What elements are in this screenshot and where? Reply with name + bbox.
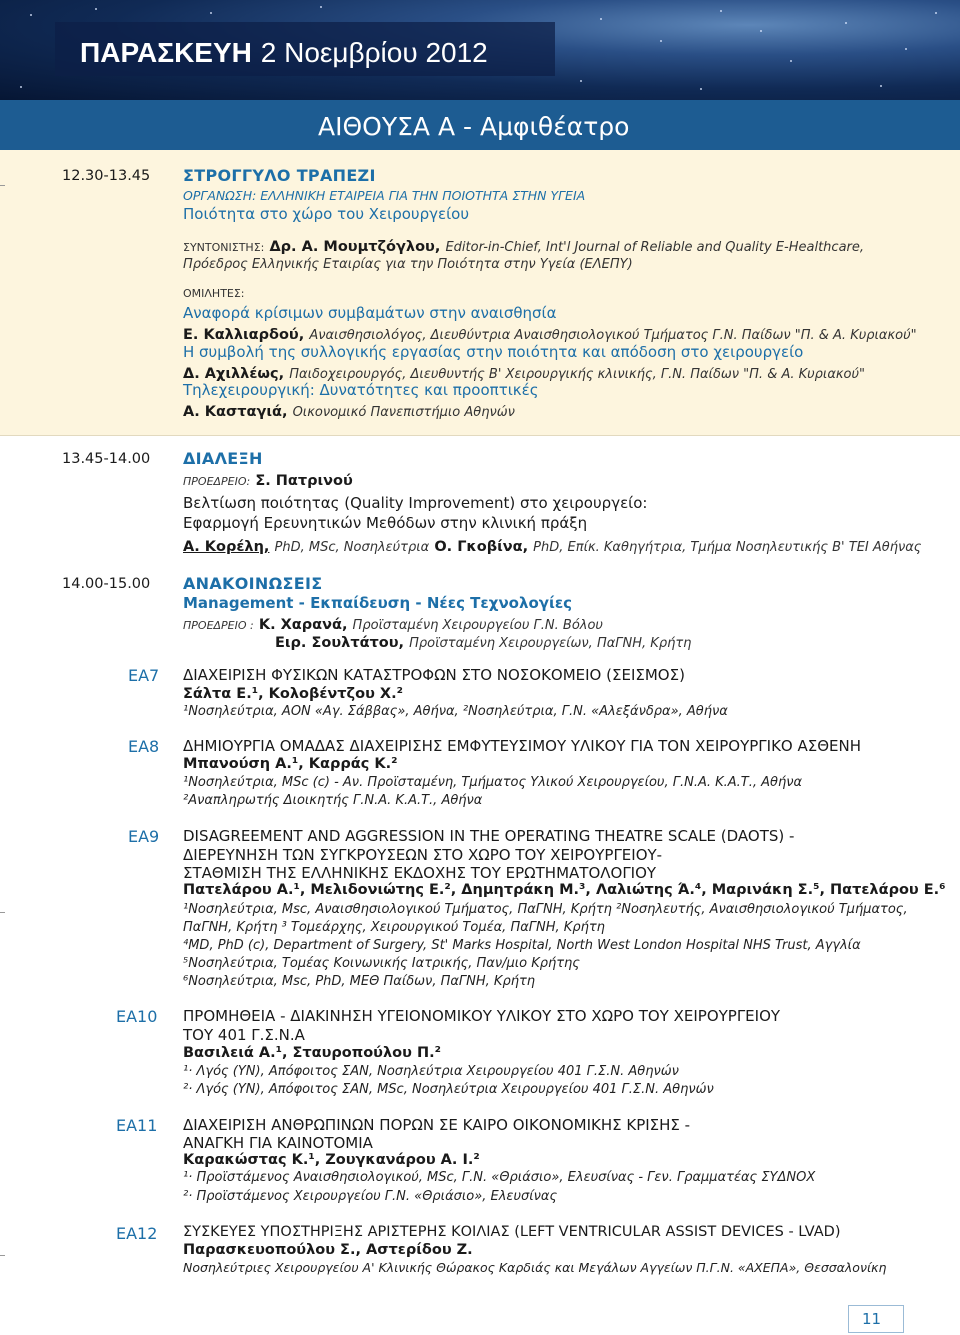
session-subtitle: Management - Εκπαίδευση - Νέες Τεχνολογίες bbox=[183, 594, 573, 612]
session-time: 12.30-13.45 bbox=[62, 168, 151, 184]
hall-title: ΑΙΘΟΥΣΑ Α - Αμφιθέατρο bbox=[318, 112, 630, 141]
chair-name-2: Ειρ. Σουλτάτου, bbox=[275, 635, 405, 651]
chair-name: Κ. Χαρανά, bbox=[258, 617, 348, 633]
abstract-title: DISAGREEMENT AND AGGRESSION IN THE OPERATING THEATRE SCALE (DAOTS) - bbox=[183, 827, 795, 845]
abstract-affiliation-2: ²· Προϊστάμενος Χειρουργείου Γ.Ν. «Θριάσιο», Ελευσίνας bbox=[183, 1189, 558, 1204]
speaker-name: Α. Κασταγιά, bbox=[183, 404, 288, 420]
chair-line bbox=[183, 614, 603, 633]
session-title: ΑΝΑΚΟΙΝΩΣΕΙΣ bbox=[183, 574, 323, 593]
abstract-code: ΕΑ11 bbox=[116, 1116, 158, 1135]
chair-line bbox=[183, 470, 353, 489]
abstract-authors: Βασιλειά Α.¹, Σταυροπούλου Π.² bbox=[183, 1045, 441, 1061]
chair-label: ΠΡΟΕΔΡΕΙΟ: bbox=[183, 475, 251, 488]
session-topic: Ποιότητα στο χώρο του Χειρουργείου bbox=[183, 205, 470, 223]
chair-name: Σ. Πατρινού bbox=[255, 473, 353, 489]
session-title: ΔΙΑΛΕΞΗ bbox=[183, 449, 263, 468]
chair-role: Προϊσταμένη Χειρουργείου Γ.Ν. Βόλου bbox=[352, 618, 603, 633]
speaker-role: Παιδοχειρουργός, Διευθυντής Β' Χειρουργικής κλινικής, Γ.Ν. Παίδων "Π. & Α. Κυριακού" bbox=[289, 367, 866, 382]
speaker-name: Ε. Καλλιαρδού, bbox=[183, 327, 305, 343]
coordinator-name: Δρ. Α. Μουμτζόγλου, bbox=[269, 239, 441, 255]
abstract-affiliation-2: ²Αναπληρωτής Διοικητής Γ.Ν.Α. Κ.Α.Τ., Αθήνα bbox=[183, 793, 483, 808]
organizer: ΟΡΓΑΝΩΣΗ: ΕΛΛΗΝΙΚΗ ΕΤΑΙΡΕΙΑ ΓΙΑ ΤΗΝ ΠΟΙΟΤΗΤΑ ΣΤΗΝ ΥΓΕΙΑ bbox=[183, 188, 586, 203]
abstract-title: ΔΙΑΧΕΙΡΙΣΗ ΦΥΣΙΚΩΝ ΚΑΤΑΣΤΡΟΦΩΝ ΣΤΟ ΝΟΣΟΚΟΜΕΙΟ (ΣΕΙΣΜΟΣ) bbox=[183, 666, 685, 684]
speaker-line bbox=[183, 363, 865, 382]
speakers-label: ΟΜΙΛΗΤΕΣ: bbox=[183, 287, 245, 300]
abstract-code: ΕΑ9 bbox=[128, 827, 160, 846]
margin-mark bbox=[0, 1255, 5, 1256]
speaker-name: Δ. Αχιλλέως, bbox=[183, 366, 285, 382]
lecturer-role: PhD, MSc, Νοσηλεύτρια bbox=[274, 540, 430, 555]
speaker-line bbox=[183, 401, 515, 420]
lecturer-role-2: PhD, Επίκ. Καθηγήτρια, Τμήμα Νοσηλευτικής Β' ΤΕΙ Αθήνας bbox=[533, 540, 922, 555]
abstract-title-2: ΤΟΥ 401 Γ.Σ.Ν.Α bbox=[183, 1026, 305, 1044]
lecturer-name: Α. Κορέλη, bbox=[183, 539, 270, 555]
lecturer-name-2: Ο. Γκοβίνα, bbox=[434, 539, 529, 555]
session-time: 13.45-14.00 bbox=[62, 451, 151, 467]
talk-title: Η συμβολή της συλλογικής εργασίας στην ποιότητα και απόδοση στο χειρουργείο bbox=[183, 343, 804, 361]
chair-label: ΠΡΟΕΔΡΕΙΟ : bbox=[183, 619, 254, 632]
session-time: 14.00-15.00 bbox=[62, 576, 151, 592]
abstract-affiliation-2: ΠαΓΝΗ, Κρήτη ³ Τομεάρχης, Χειρουργικού Τομέα, ΠαΓΝΗ, Κρήτη bbox=[183, 920, 605, 935]
margin-mark bbox=[0, 185, 5, 186]
abstract-authors: Σάλτα Ε.¹, Κολοβέντζου Χ.² bbox=[183, 686, 403, 702]
abstract-code: ΕΑ12 bbox=[116, 1224, 158, 1243]
abstract-title-2: ΑΝΑΓΚΗ ΓΙΑ ΚΑΙΝΟΤΟΜΙΑ bbox=[183, 1134, 373, 1152]
abstract-affiliation: ¹Νοσηλεύτρια, ΑΟΝ «Αγ. Σάββας», Αθήνα, ²Νοσηλεύτρια, Γ.Ν. «Αλεξάνδρα», Αθήνα bbox=[183, 704, 728, 719]
abstract-title: ΠΡΟΜΗΘΕΙΑ - ΔΙΑΚΙΝΗΣΗ ΥΓΕΙΟΝΟΜΙΚΟΥ ΥΛΙΚΟΥ ΣΤΟ ΧΩΡΟ ΤΟΥ ΧΕΙΡΟΥΡΓΕΙΟΥ bbox=[183, 1007, 781, 1025]
chair-role-2: Προϊσταμένη Χειρουργείων, ΠαΓΝΗ, Κρήτη bbox=[409, 636, 692, 651]
abstract-authors: Καρακώστας Κ.¹, Ζουγκανάρου Α. Ι.² bbox=[183, 1152, 480, 1168]
chair-line-2 bbox=[275, 632, 691, 651]
day-word: ΠΑΡΑΣΚΕΥΗ bbox=[80, 37, 252, 68]
abstract-affiliation: ¹· Προϊστάμενος Αναισθησιολογικού, MSc, Γ.Ν. «Θριάσιο», Ελευσίνας - Γεν. Γραμματέας ΣΥΔΝΟΧ bbox=[183, 1170, 816, 1185]
abstract-affiliation-5: ⁶Νοσηλεύτρια, Msc, PhD, ΜΕΘ Παίδων, ΠαΓΝΗ, Κρήτη bbox=[183, 974, 536, 989]
abstract-title-3: ΣΤΑΘΜΙΣΗ ΤΗΣ ΕΛΛΗΝΙΚΗΣ ΕΚΔΟΧΗΣ ΤΟΥ ΕΡΩΤΗΜΑΤΟΛΟΓΙΟΥ bbox=[183, 864, 657, 882]
lecturer-line bbox=[183, 536, 921, 555]
lecture-title: Βελτίωση ποιότητας (Quality Improvement) στο χειρουργείο: bbox=[183, 494, 648, 512]
abstract-affiliation-3: ⁴MD, PhD (c), Department of Surgery, St' Marks Hospital, North West London Hospital NHS Trust, Αγγλία bbox=[183, 938, 861, 953]
abstract-code: ΕΑ10 bbox=[116, 1007, 158, 1026]
coordinator-line bbox=[183, 236, 864, 255]
talk-title: Τηλεχειρουργική: Δυνατότητες και προοπτικές bbox=[183, 381, 539, 399]
abstract-authors: Μπανούση Α.¹, Καρράς Κ.² bbox=[183, 756, 398, 772]
day-title bbox=[80, 36, 488, 69]
abstract-authors: Πατελάρου Α.¹, Μελιδονιώτης Ε.², Δημητράκη Μ.³, Λαλιώτης Ά.⁴, Μαρινάκη Σ.⁵, Πατελάρου Ε.⁶ bbox=[183, 882, 946, 898]
abstract-affiliation: Νοσηλεύτριες Χειρουργείου Α' Κλινικής Θώρακος Καρδιάς και Μεγάλων Αγγείων Π.Γ.Ν. «ΑΧΕΠΑ», Θεσσαλονίκη bbox=[183, 1260, 887, 1275]
abstract-affiliation: ¹· Λγός (ΥΝ), Απόφοιτος ΣΑΝ, Νοσηλεύτρια Χειρουργείου 401 Γ.Σ.Ν. Αθηνών bbox=[183, 1064, 679, 1079]
speaker-role: Οικονομικό Πανεπιστήμιο Αθηνών bbox=[292, 405, 515, 420]
abstract-code: ΕΑ8 bbox=[128, 737, 160, 756]
abstract-title: ΣΥΣΚΕΥΕΣ ΥΠΟΣΤΗΡΙΞΗΣ ΑΡΙΣΤΕΡΗΣ ΚΟΙΛΙΑΣ (LEFT VENTRICULAR ASSIST DEVICES - LVAD) bbox=[183, 1224, 841, 1240]
speaker-line bbox=[183, 324, 917, 343]
abstract-title-2: ΔΙΕΡΕΥΝΗΣΗ ΤΩΝ ΣΥΓΚΡΟΥΣΕΩΝ ΣΤΟ ΧΩΡΟ ΤΟΥ ΧΕΙΡΟΥΡΓΕΙΟΥ- bbox=[183, 846, 663, 864]
page-number: 11 bbox=[862, 1310, 882, 1328]
abstract-affiliation-2: ²· Λγός (ΥΝ), Απόφοιτος ΣΑΝ, MSc, Νοσηλεύτρια Χειρουργείου 401 Γ.Σ.Ν. Αθηνών bbox=[183, 1082, 714, 1097]
abstract-code: ΕΑ7 bbox=[128, 666, 160, 685]
speaker-role: Αναισθησιολόγος, Διευθύντρια Αναισθησιολογικού Τμήματος Γ.Ν. Παίδων "Π. & Α. Κυριακού" bbox=[309, 328, 917, 343]
day-date: 2 Νοεμβρίου 2012 bbox=[260, 37, 488, 68]
margin-mark bbox=[0, 912, 5, 913]
coordinator-role: Editor-in-Chief, Int'l Journal of Reliable and Quality E-Healthcare, bbox=[445, 240, 865, 255]
abstract-affiliation-4: ⁵Νοσηλεύτρια, Τομέας Κοινωνικής Ιατρικής, Παν/μιο Κρήτης bbox=[183, 956, 580, 971]
abstract-affiliation: ¹Νοσηλεύτρια, MSc (c) - Αν. Προϊσταμένη, Τμήματος Υλικού Χειρουργείου, Γ.Ν.Α. Κ.Α.Τ., Αθήνα bbox=[183, 775, 803, 790]
abstract-title: ΔΙΑΧΕΙΡΙΣΗ ΑΝΘΡΩΠΙΝΩΝ ΠΟΡΩΝ ΣΕ ΚΑΙΡΟ ΟΙΚΟΝΟΜΙΚΗΣ ΚΡΙΣΗΣ - bbox=[183, 1116, 691, 1134]
abstract-affiliation: ¹Νοσηλεύτρια, Msc, Αναισθησιολογικού Τμήματος, ΠαΓΝΗ, Κρήτη ²Νοσηλευτής, Αναισθησιολογικού Τμήματος, bbox=[183, 902, 908, 917]
abstract-title: ΔΗΜΙΟΥΡΓΙΑ ΟΜΑΔΑΣ ΔΙΑΧΕΙΡΙΣΗΣ ΕΜΦΥΤΕΥΣΙΜΟΥ ΥΛΙΚΟΥ ΓΙΑ ΤΟΝ ΧΕΙΡΟΥΡΓΙΚΟ ΑΣΘΕΝΗ bbox=[183, 737, 862, 755]
talk-title: Αναφορά κρίσιμων συμβαμάτων στην αναισθησία bbox=[183, 304, 557, 322]
coordinator-role-2: Πρόεδρος Ελληνικής Εταιρίας για την Ποιότητα στην Υγεία (ΕΛΕΠΥ) bbox=[183, 257, 633, 272]
session-title: ΣΤΡΟΓΓΥΛΟ ΤΡΑΠΕΖΙ bbox=[183, 166, 376, 185]
coordinator-label: ΣΥΝΤΟΝΙΣΤΗΣ: bbox=[183, 241, 265, 254]
lecture-title-2: Εφαρμογή Ερευνητικών Μεθόδων στην κλινική πράξη bbox=[183, 514, 588, 532]
abstract-authors: Παρασκευοπούλου Σ., Αστερίδου Ζ. bbox=[183, 1242, 473, 1258]
